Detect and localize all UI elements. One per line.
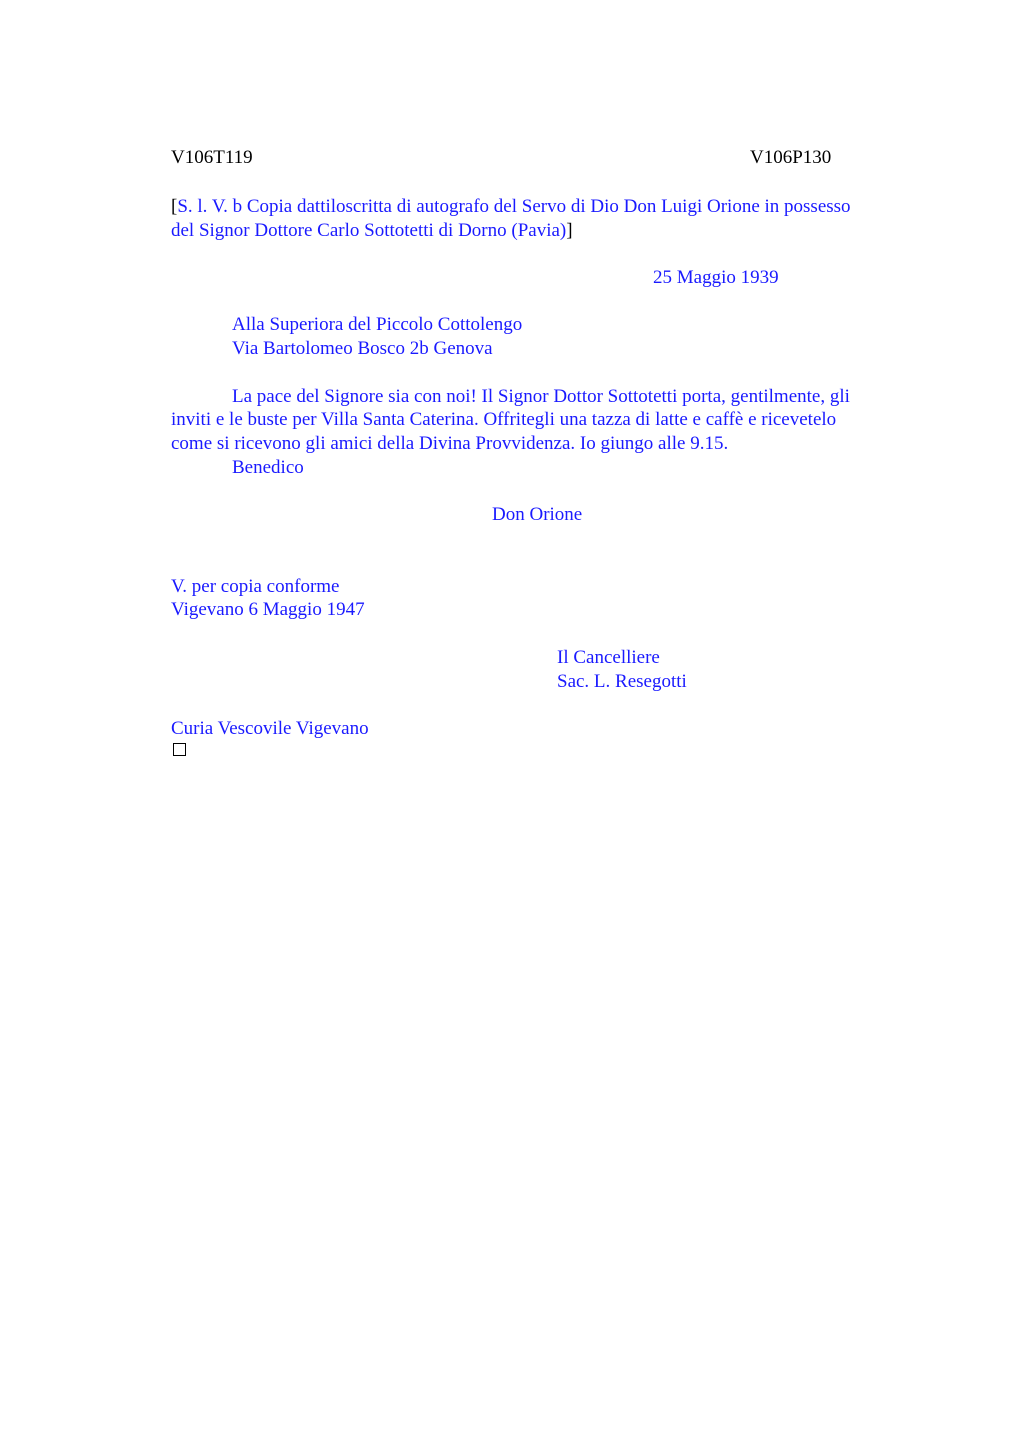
source-note-text-line1: S. l. V. b Copia dattiloscritta di autografo del Servo di Dio Don Luigi Orione in possesso bbox=[177, 196, 851, 217]
source-note-line1 bbox=[171, 195, 851, 219]
letter-body-line1: La pace del Signore sia con noi! Il Signor Dottor Sottotetti porta, gentilmente, gli bbox=[232, 386, 850, 407]
source-note-line2 bbox=[171, 219, 573, 243]
letter-body-line3: come si ricevono gli amici della Divina Provvidenza. Io giungo alle 9.15. bbox=[171, 433, 729, 454]
close-bracket: ] bbox=[566, 220, 573, 241]
certification-line2: Vigevano 6 Maggio 1947 bbox=[171, 599, 365, 620]
chancellor-name: Sac. L. Resegotti bbox=[557, 671, 687, 692]
empty-box-glyph bbox=[173, 743, 186, 756]
letter-body-line2: inviti e le buste per Villa Santa Caterina. Offritegli una tazza di latte e caffè e ricevetelo bbox=[171, 409, 837, 430]
recipient-line2: Via Bartolomeo Bosco 2b Genova bbox=[232, 338, 493, 359]
header-right-code: V106P130 bbox=[750, 147, 832, 168]
letter-date: 25 Maggio 1939 bbox=[653, 267, 779, 288]
letter-signature: Don Orione bbox=[492, 504, 583, 525]
letter-closing: Benedico bbox=[232, 457, 304, 478]
open-bracket: [ bbox=[171, 196, 178, 217]
header-left-code: V106T119 bbox=[171, 147, 253, 168]
chancellor-role: Il Cancelliere bbox=[557, 647, 660, 668]
curia-office: Curia Vescovile Vigevano bbox=[171, 718, 369, 739]
certification-line1: V. per copia conforme bbox=[171, 576, 340, 597]
source-note-text-line2: del Signor Dottore Carlo Sottotetti di Dorno (Pavia) bbox=[171, 220, 567, 241]
recipient-line1: Alla Superiora del Piccolo Cottolengo bbox=[232, 314, 523, 335]
